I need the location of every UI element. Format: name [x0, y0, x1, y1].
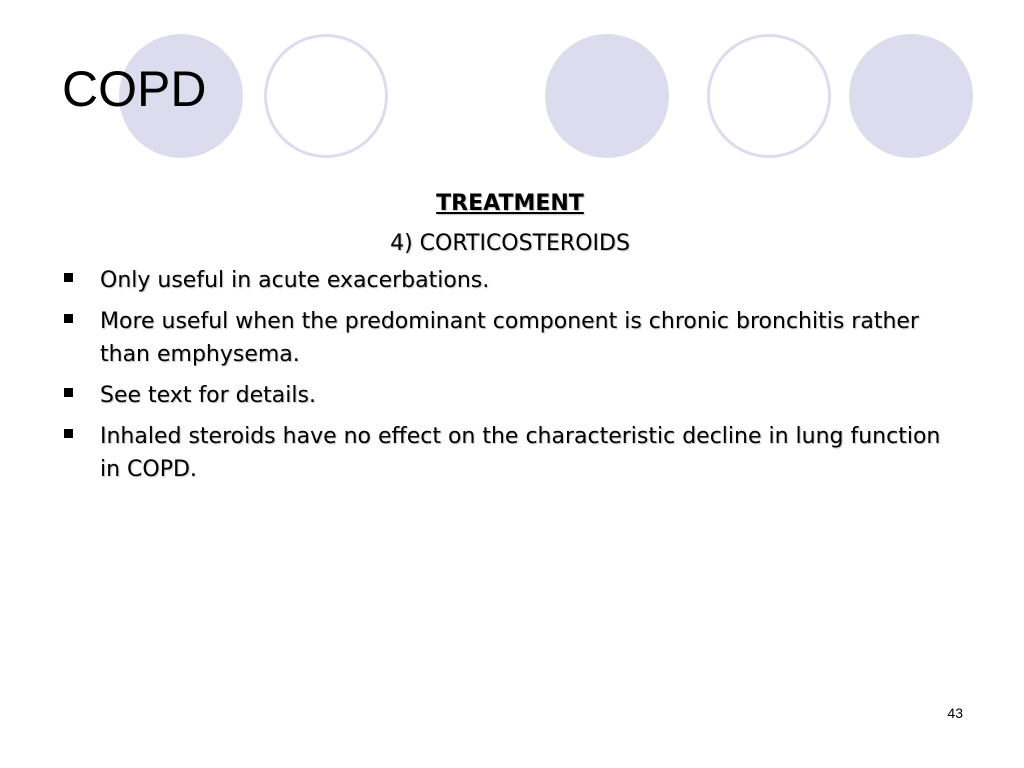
bullet-text: Only useful in acute exacerbations.	[100, 268, 490, 293]
bullet-text: Inhaled steroids have no effect on the characteristic decline in lung function in COPD.	[100, 424, 941, 482]
section-heading: TREATMENT	[436, 191, 584, 216]
bullet-item	[60, 305, 960, 371]
bullet-list	[60, 264, 960, 486]
bullet-text: See text for details.	[100, 383, 316, 408]
bullet-text: More useful when the predominant component is chronic bronchitis rather than emphysema.	[100, 309, 919, 367]
bullet-item	[60, 264, 960, 297]
page-number: 43	[947, 705, 963, 721]
section-subheading: 4) CORTICOSTEROIDS	[390, 231, 630, 256]
bullet-item	[60, 379, 960, 412]
decorative-circle-filled	[849, 34, 973, 158]
decorative-circle-outline	[707, 34, 831, 158]
decorative-circle-filled	[545, 34, 669, 158]
slide-body	[60, 184, 960, 494]
square-bullet-icon	[64, 388, 73, 397]
bullet-item	[60, 420, 960, 486]
decorative-circle-outline	[264, 34, 388, 158]
slide-title: COPD	[62, 61, 207, 117]
square-bullet-icon	[64, 273, 73, 282]
square-bullet-icon	[64, 314, 73, 323]
square-bullet-icon	[64, 429, 73, 438]
